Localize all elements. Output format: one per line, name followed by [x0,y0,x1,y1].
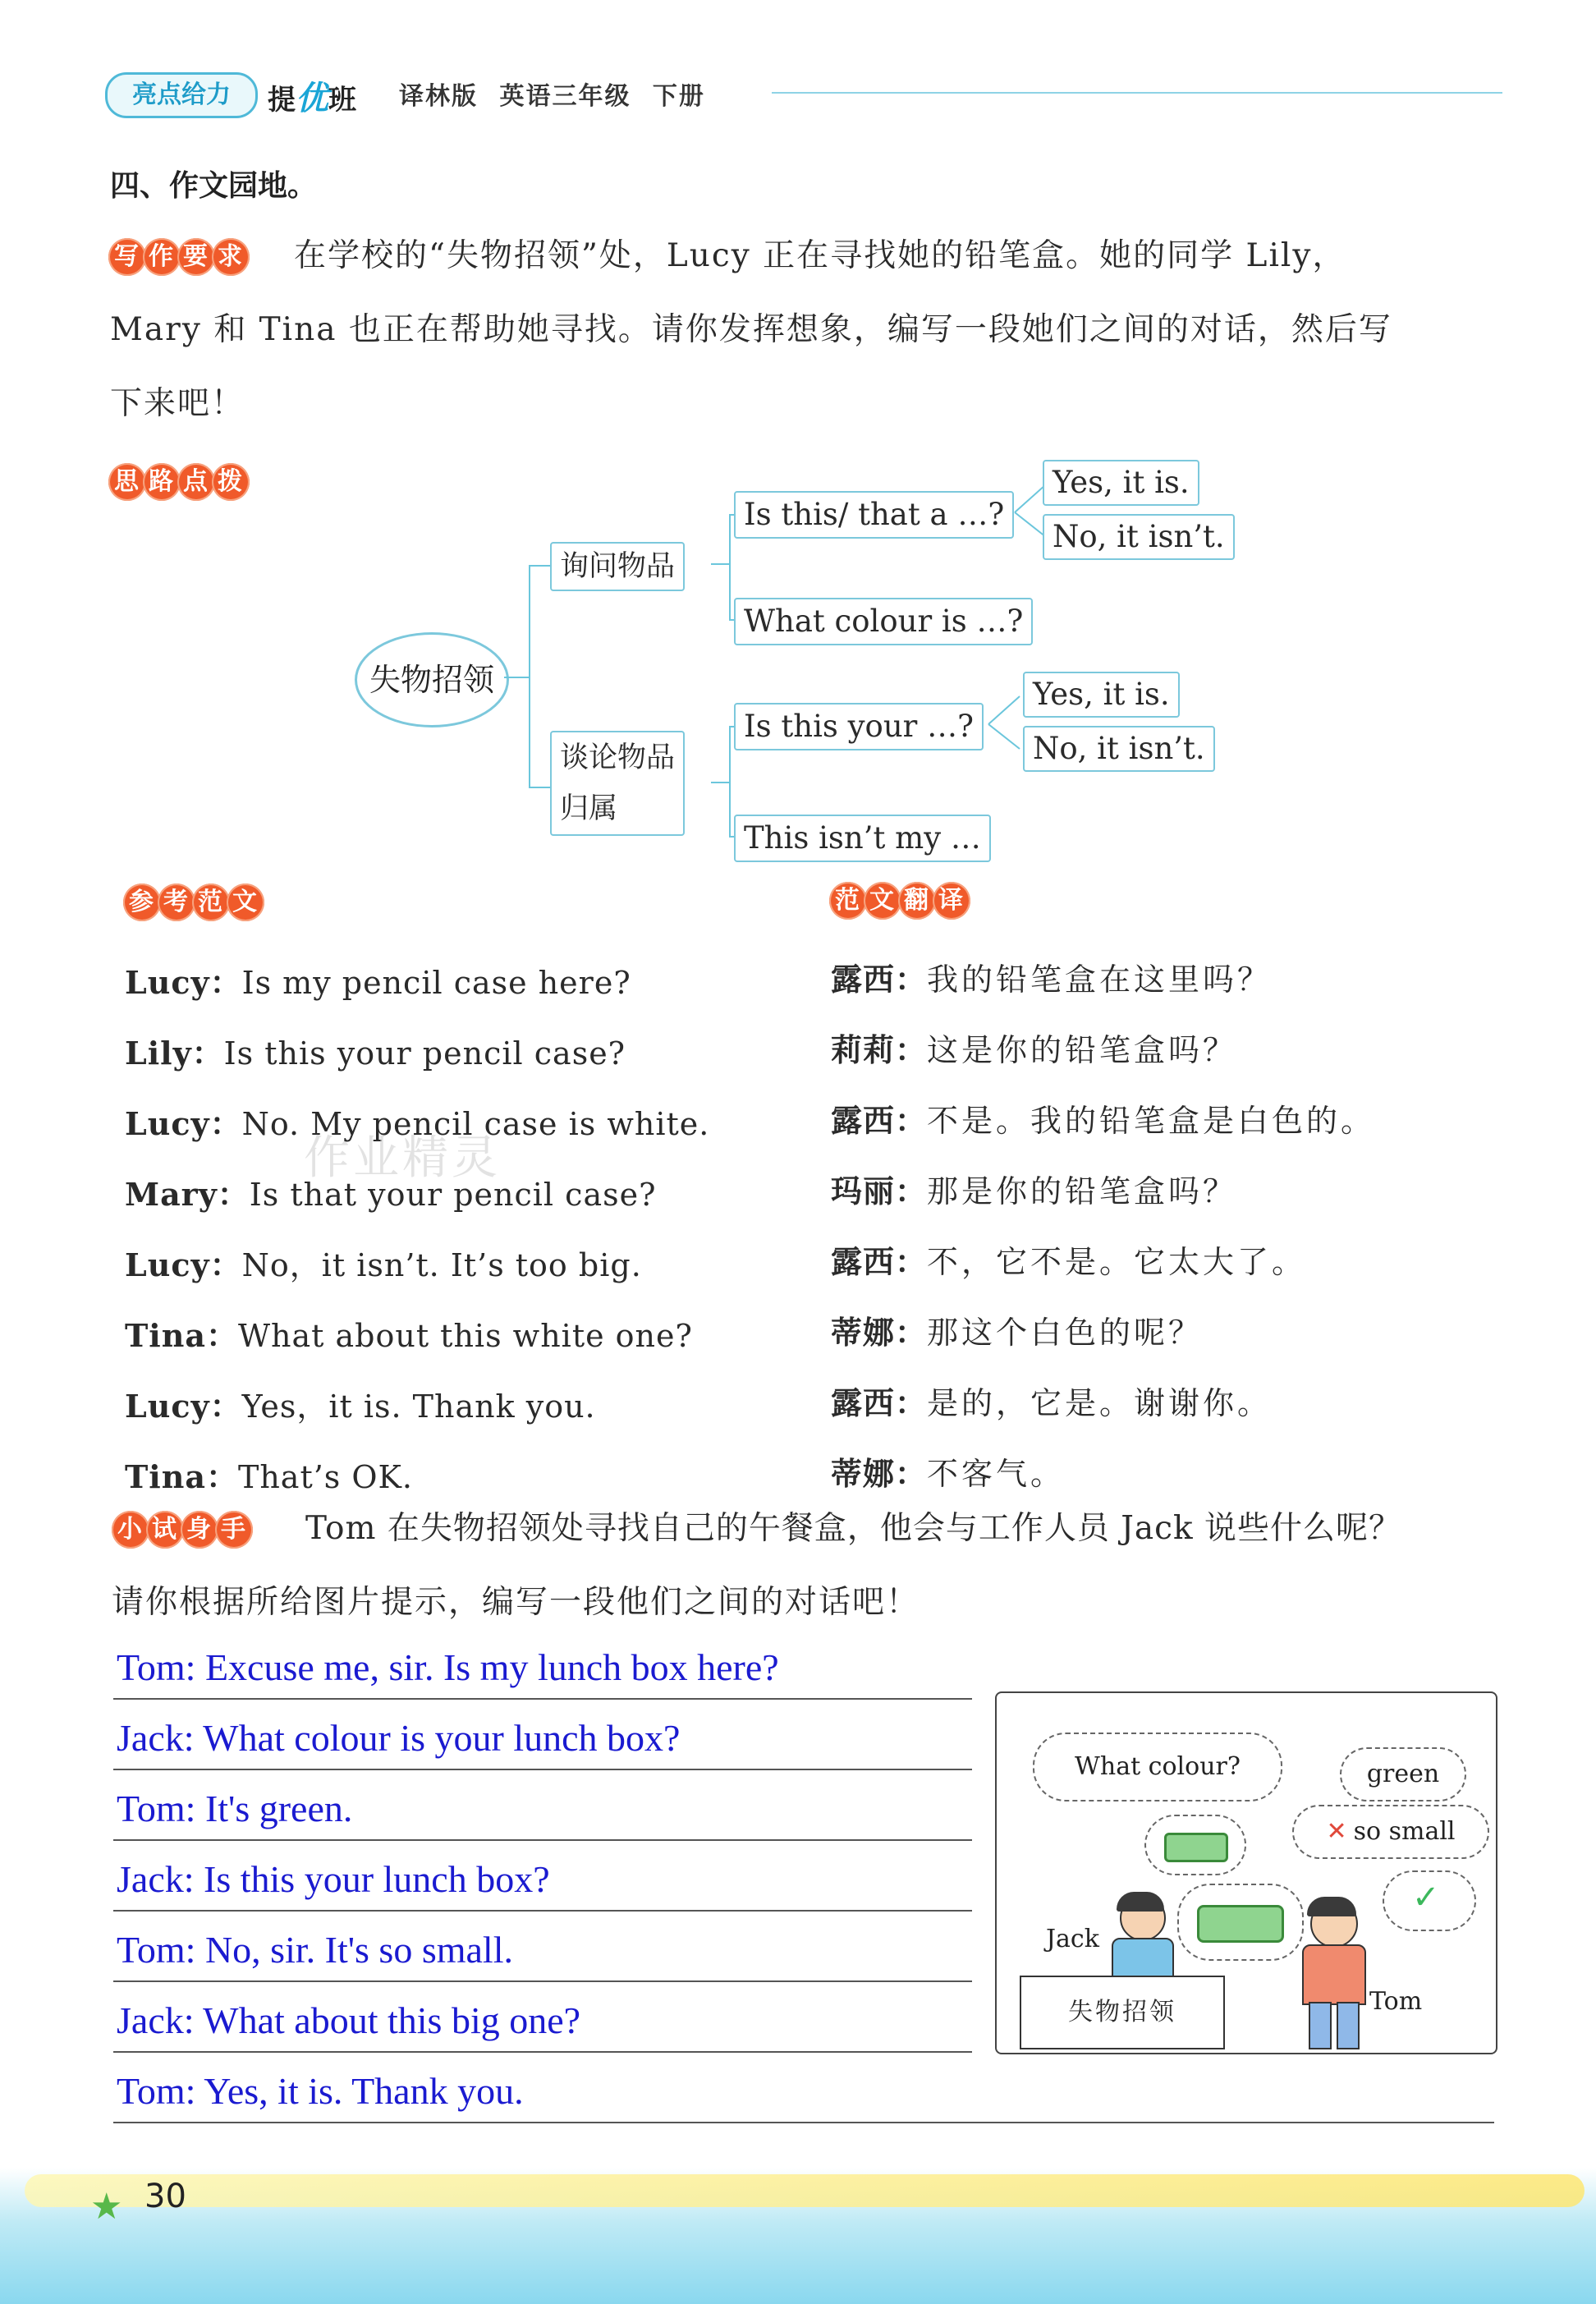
speaker: Mary： [125,1176,250,1213]
watermark: 作业精灵 [304,1131,501,1185]
a3-no: No, it isn’t. [1023,726,1215,772]
header-edition: 译林版 [399,82,478,111]
speaker: Lucy： [125,1105,242,1142]
tag-char: 文 [227,884,264,921]
header-badge: 亮点给力 [105,72,258,118]
tag-char: 范 [192,884,230,921]
sample-line [125,1310,693,1356]
try-tag [112,1511,250,1549]
writing-req-line1: 在学校的“失物招领”处，Lucy 正在寻找她的铅笔盒。她的同学 Lily， [294,237,1346,274]
translation-line [831,954,1272,999]
label-jack: Jack [1046,1925,1099,1953]
tag-char: 思 [108,463,146,501]
mind-map-tag [108,463,246,501]
speaker: 露西： [831,1385,928,1421]
header-rule [772,92,1502,94]
tag-char: 点 [177,463,215,501]
utterance: That’s OK. [237,1459,413,1495]
jack-hair [1117,1892,1164,1912]
writing-rule [113,2051,972,2053]
q-this-isnt-my: This isn’t my … [734,815,991,862]
translation-line [831,1378,1272,1423]
utterance: 那是你的铅笔盒吗？ [927,1173,1238,1209]
sample-line [125,1381,596,1426]
tag-char: 译 [933,882,970,920]
sample-line [125,1452,413,1497]
writing-rule [113,2122,1494,2123]
a1-yes: Yes, it is. [1043,460,1199,506]
writing-rule [113,1910,972,1912]
speaker: Lucy： [125,964,242,1001]
tag-char: 手 [215,1511,253,1549]
check-icon: ✓ [1412,1879,1440,1916]
tom-leg [1309,2002,1332,2049]
try-line1: Tom 在失物招领处寻找自己的午餐盒，他会与工作人员 Jack 说些什么呢？ [305,1510,1401,1547]
tag-char: 拨 [212,463,250,501]
translation-line [831,1448,1065,1494]
answer-line: Jack: What about this big one? [117,1999,581,2041]
tag-char: 身 [181,1511,218,1549]
big-lunch-box-icon [1197,1905,1284,1943]
tag-char: 路 [143,463,181,501]
connector [529,565,552,567]
bubble-so-small [1292,1805,1489,1859]
header-brand [268,72,356,119]
tag-char: 翻 [898,882,936,920]
connector [529,787,552,788]
speaker: Tina： [125,1458,238,1495]
writing-rule [113,1980,972,1982]
writing-rule [113,1769,972,1770]
cross-icon: ✕ [1326,1817,1347,1846]
writing-req-line3: 下来吧！ [110,385,245,422]
tag-char: 考 [158,884,195,921]
tag-char: 写 [108,238,146,276]
answer-line: Jack: Is this your lunch box? [117,1858,550,1900]
branch-ask-item: 询问物品 [550,542,685,591]
sample-line [125,1028,626,1073]
branch-ownership-line1: 谈论物品 [560,741,676,774]
tag-char: 范 [829,882,867,920]
writing-rule [113,1698,972,1700]
header-subject: 英语三年级 [499,82,631,111]
speaker: 露西： [831,1244,928,1280]
check-bubble [1383,1870,1476,1931]
utterance: 不客气。 [927,1456,1066,1492]
speaker: 露西： [831,962,928,998]
utterance: Is this your pencil case? [223,1035,626,1072]
header-volume: 下册 [652,82,705,111]
speaker: Lucy： [125,1246,242,1283]
tom-hair [1307,1897,1356,1916]
utterance: 这是你的铅笔盒吗？ [927,1032,1238,1068]
writing-req-line2: Mary 和 Tina 也正在帮助她寻找。请你发挥想象，编写一段她们之间的对话，然后写 [110,311,1392,348]
utterance: 是的，它是。谢谢你。 [927,1385,1273,1421]
label-tom: Tom [1369,1987,1423,2016]
tag-char: 小 [112,1511,149,1549]
tag-char: 要 [177,238,215,276]
speaker: Tina： [125,1317,238,1354]
star-icon: ★ [90,2186,123,2228]
tag-char: 参 [123,884,161,921]
connector [529,565,530,788]
branch-ownership-line2: 归属 [560,792,618,825]
branch-ownership [550,731,685,836]
sample-line [125,1240,642,1285]
tag-char: 试 [146,1511,184,1549]
connector [711,563,729,565]
connector [729,726,731,838]
utterance: 我的铅笔盒在这里吗？ [927,962,1273,998]
small-box-bubble [1144,1815,1246,1875]
answer-line: Tom: It's green. [117,1788,353,1829]
brand-a: 提 [268,84,296,117]
answer-line: Jack: What colour is your lunch box? [117,1717,681,1759]
utterance: Is that your pencil case? [249,1177,657,1213]
sample-line [125,957,631,1003]
utterance: 那这个白色的呢？ [927,1315,1204,1351]
section-title: 四、作文园地。 [110,169,318,203]
speaker: 莉莉： [831,1032,928,1068]
answer-line: Tom: No, sir. It's so small. [117,1929,513,1971]
mind-map-center: 失物招领 [355,632,509,727]
speaker: 露西： [831,1103,928,1139]
writing-rule [113,1839,972,1841]
desk-sign: 失物招领 [1020,1976,1225,2049]
big-box-bubble [1177,1884,1304,1961]
writing-req-tag [108,238,246,276]
tag-char: 求 [212,238,250,276]
q-is-this-that: Is this/ that a …? [734,491,1014,539]
translation-line [831,1095,1375,1141]
translation-line [831,1307,1203,1352]
utterance: 不是。我的铅笔盒是白色的。 [927,1103,1376,1139]
speaker: Lucy： [125,1388,242,1425]
utterance: 不，它不是。它太大了。 [927,1244,1307,1280]
a3-yes: Yes, it is. [1023,672,1180,718]
speaker: 玛丽： [831,1173,928,1209]
page-number: 30 [144,2178,186,2215]
answer-line: Tom: Excuse me, sir. Is my lunch box here? [117,1646,779,1688]
speaker: 蒂娜： [831,1456,928,1492]
tag-char: 作 [143,238,181,276]
answer-line: Tom: Yes, it is. Thank you. [117,2070,524,2112]
utterance: Is my pencil case here? [241,965,631,1001]
lost-found-picture [995,1691,1497,2054]
a1-no: No, it isn’t. [1043,514,1235,560]
utterance: What about this white one? [237,1318,693,1354]
utterance: Yes，it is. Thank you. [241,1388,596,1425]
translation-line [831,1166,1237,1211]
brand-b: 优 [296,80,328,117]
connector [711,782,729,783]
speaker: 蒂娜： [831,1315,928,1351]
q-is-this-your: Is this your …? [734,703,984,750]
tom-body [1302,1944,1366,2005]
footer-stripe [25,2174,1585,2207]
bubble-green: green [1340,1747,1466,1801]
small-lunch-box-icon [1164,1833,1228,1862]
translation-tag [829,882,967,920]
utterance: No. My pencil case is white. [241,1106,710,1142]
q-what-colour: What colour is …? [734,598,1033,645]
try-line2: 请你根据所给图片提示，编写一段他们之间的对话吧！ [112,1584,920,1621]
header-info [399,76,705,112]
connector [504,677,529,678]
speaker: Lily： [125,1035,224,1072]
tom-leg [1337,2002,1360,2049]
sample-tag [123,884,261,921]
brand-c: 班 [328,84,356,117]
connector [729,514,731,621]
bubble-what-colour: What colour? [1033,1733,1282,1801]
tag-char: 文 [864,882,901,920]
utterance: No，it isn’t. It’s too big. [241,1247,642,1283]
translation-line [831,1237,1306,1282]
bubble-small-text: so small [1353,1817,1456,1846]
translation-line [831,1025,1237,1070]
